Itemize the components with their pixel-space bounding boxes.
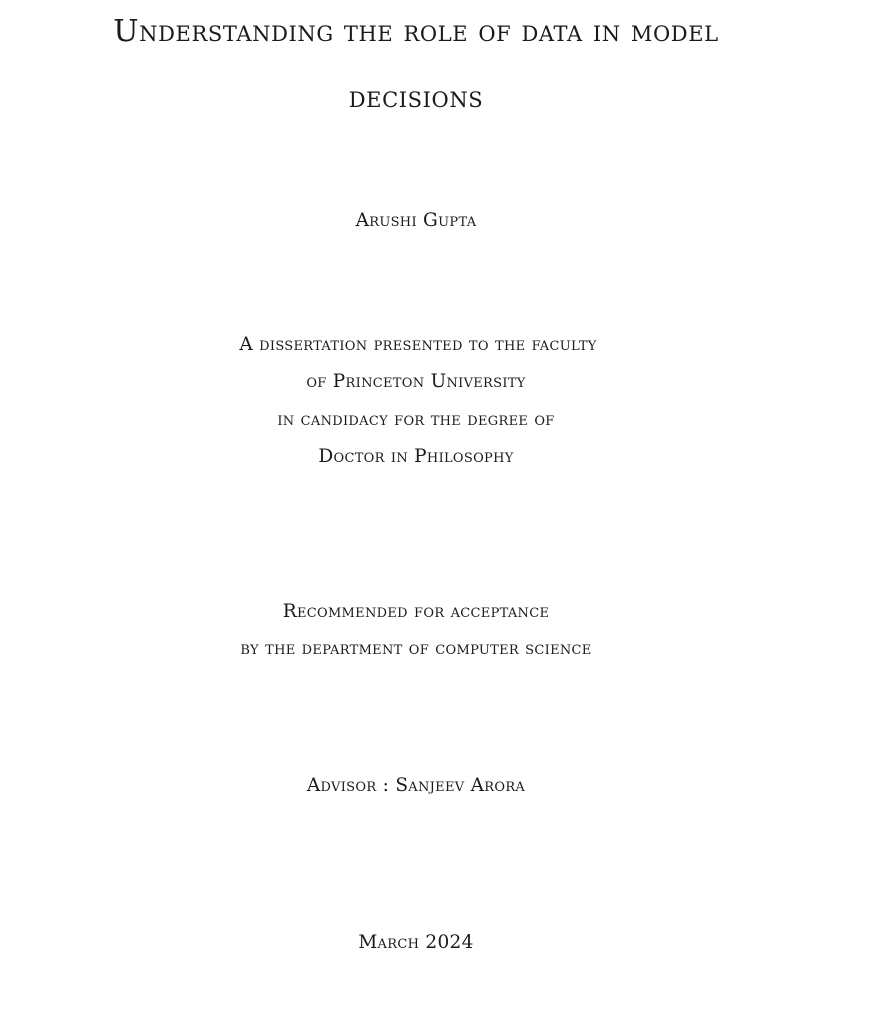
dissertation-line-2: of Princeton University xyxy=(306,371,526,392)
advisor-line: Advisor : Sanjeev Arora xyxy=(306,775,526,796)
dissertation-line-1: A dissertation presented to the faculty xyxy=(239,334,597,355)
dissertation-line-3: in candidacy for the degree of xyxy=(277,409,555,430)
dissertation-line-4: Doctor in Philosophy xyxy=(318,446,514,467)
title-line-2: decisions xyxy=(348,80,484,115)
date-line: March 2024 xyxy=(358,932,474,953)
title-line-1: Understanding the role of data in model xyxy=(113,14,719,49)
recommendation-line-1: Recommended for acceptance xyxy=(282,601,550,622)
recommendation-line-2: by the department of computer science xyxy=(240,638,592,659)
author-name: Arushi Gupta xyxy=(355,210,477,231)
